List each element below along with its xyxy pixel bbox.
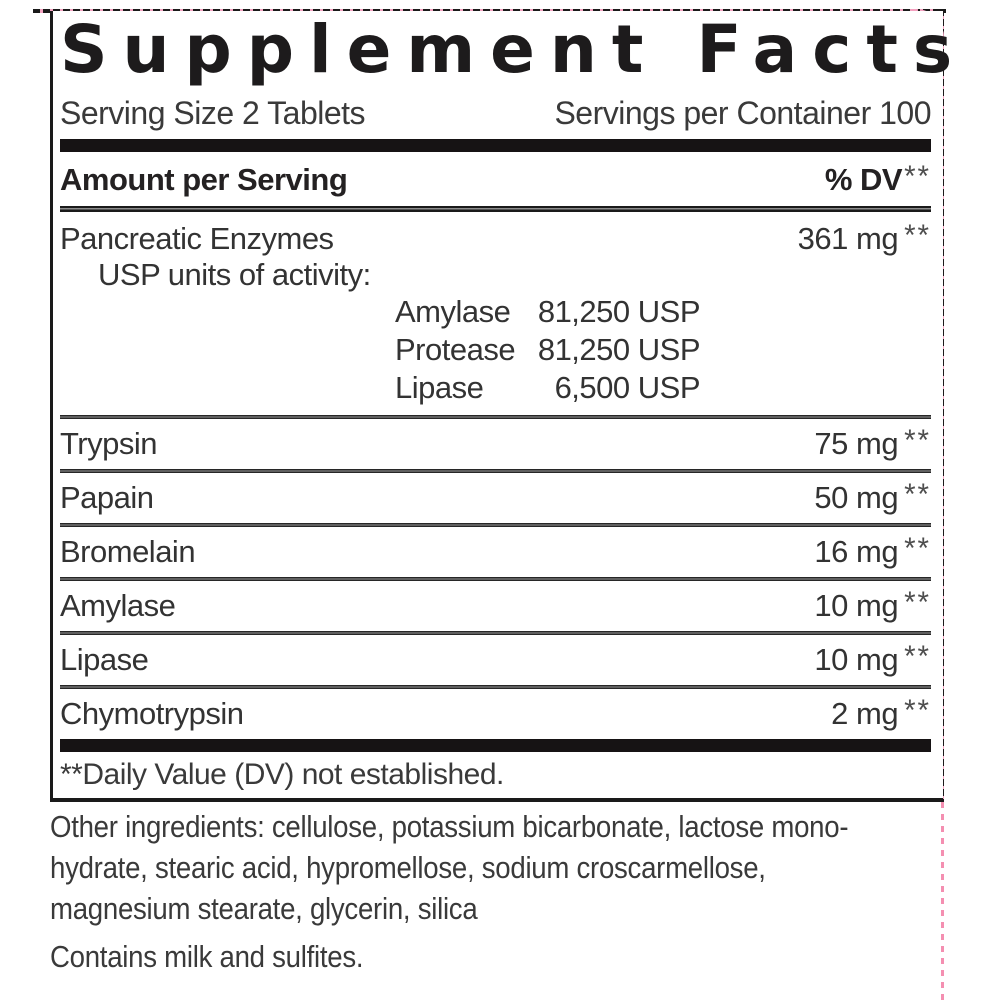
dv-asterisks: ** bbox=[904, 532, 931, 565]
activity-value: 81,250 USP bbox=[537, 294, 700, 329]
ingredient-amount: 2 mg ** bbox=[831, 694, 931, 731]
serving-size: Serving Size 2 Tablets bbox=[60, 94, 366, 131]
servings-per-container: Servings per Container 100 bbox=[554, 94, 931, 131]
activity-row bbox=[395, 369, 700, 407]
daily-value-footnote: **Daily Value (DV) not established. bbox=[60, 758, 504, 791]
usp-activity-list bbox=[395, 293, 700, 407]
activity-row bbox=[395, 293, 700, 331]
activity-name: Amylase bbox=[395, 294, 511, 329]
bromelain-row bbox=[60, 527, 931, 577]
dv-asterisks: ** bbox=[904, 160, 931, 193]
ingredient-amount: 50 mg ** bbox=[814, 478, 931, 515]
ingredient-amount: 10 mg ** bbox=[814, 586, 931, 623]
amount-per-serving-header: Amount per Serving bbox=[60, 162, 348, 197]
dv-asterisks: ** bbox=[904, 694, 931, 727]
thick-divider-bottom bbox=[60, 739, 931, 752]
activity-name: Lipase bbox=[395, 370, 484, 405]
dv-asterisks: ** bbox=[904, 586, 931, 619]
percent-dv-header: % DV** bbox=[824, 160, 931, 197]
lipase-row bbox=[60, 635, 931, 685]
dv-asterisks: ** bbox=[904, 424, 931, 457]
chymotrypsin-row bbox=[60, 689, 931, 739]
ingredient-name: Bromelain bbox=[60, 534, 196, 569]
ingredient-amount: 16 mg ** bbox=[814, 532, 931, 569]
thick-divider-top bbox=[60, 139, 931, 152]
ingredient-name: Lipase bbox=[60, 642, 149, 677]
activity-name: Protease bbox=[395, 332, 516, 367]
ingredient-name: Pancreatic Enzymes bbox=[60, 221, 334, 256]
activity-value: 6,500 USP bbox=[554, 370, 700, 405]
other-ingredients bbox=[50, 806, 947, 929]
other-ingredients-line: hydrate, stearic acid, hypromellose, sodium croscarmellose, bbox=[50, 850, 766, 885]
trypsin-row bbox=[60, 419, 931, 469]
panel-title: Supplement Facts bbox=[60, 11, 968, 88]
pancreatic-enzymes-row bbox=[60, 221, 931, 257]
papain-row bbox=[60, 473, 931, 523]
allergen-statement-line: Contains milk and sulfites. bbox=[50, 939, 364, 974]
ingredient-name: Trypsin bbox=[60, 426, 157, 461]
supplement-facts-panel bbox=[50, 11, 968, 802]
ingredient-name: Amylase bbox=[60, 588, 176, 623]
activity-value: 81,250 USP bbox=[537, 332, 700, 367]
amylase-row bbox=[60, 581, 931, 631]
usp-activity-subheading: USP units of activity: bbox=[98, 257, 371, 292]
allergen-statement bbox=[50, 936, 402, 977]
ingredient-name: Chymotrypsin bbox=[60, 696, 244, 731]
ingredient-name: Papain bbox=[60, 480, 154, 515]
ingredient-amount: 75 mg ** bbox=[814, 424, 931, 461]
dv-asterisks: ** bbox=[904, 478, 931, 511]
other-ingredients-line: magnesium stearate, glycerin, silica bbox=[50, 891, 478, 926]
other-ingredients-line: Other ingredients: cellulose, potassium bicarbonate, lactose mono- bbox=[50, 809, 849, 844]
dv-asterisks: ** bbox=[904, 219, 931, 252]
ingredient-amount: 361 mg ** bbox=[797, 219, 931, 256]
activity-row bbox=[395, 331, 700, 369]
header-divider bbox=[60, 206, 931, 212]
ingredient-amount: 10 mg ** bbox=[814, 640, 931, 677]
column-header-row bbox=[60, 162, 931, 198]
dv-asterisks: ** bbox=[904, 640, 931, 673]
serving-info-row bbox=[60, 96, 931, 130]
